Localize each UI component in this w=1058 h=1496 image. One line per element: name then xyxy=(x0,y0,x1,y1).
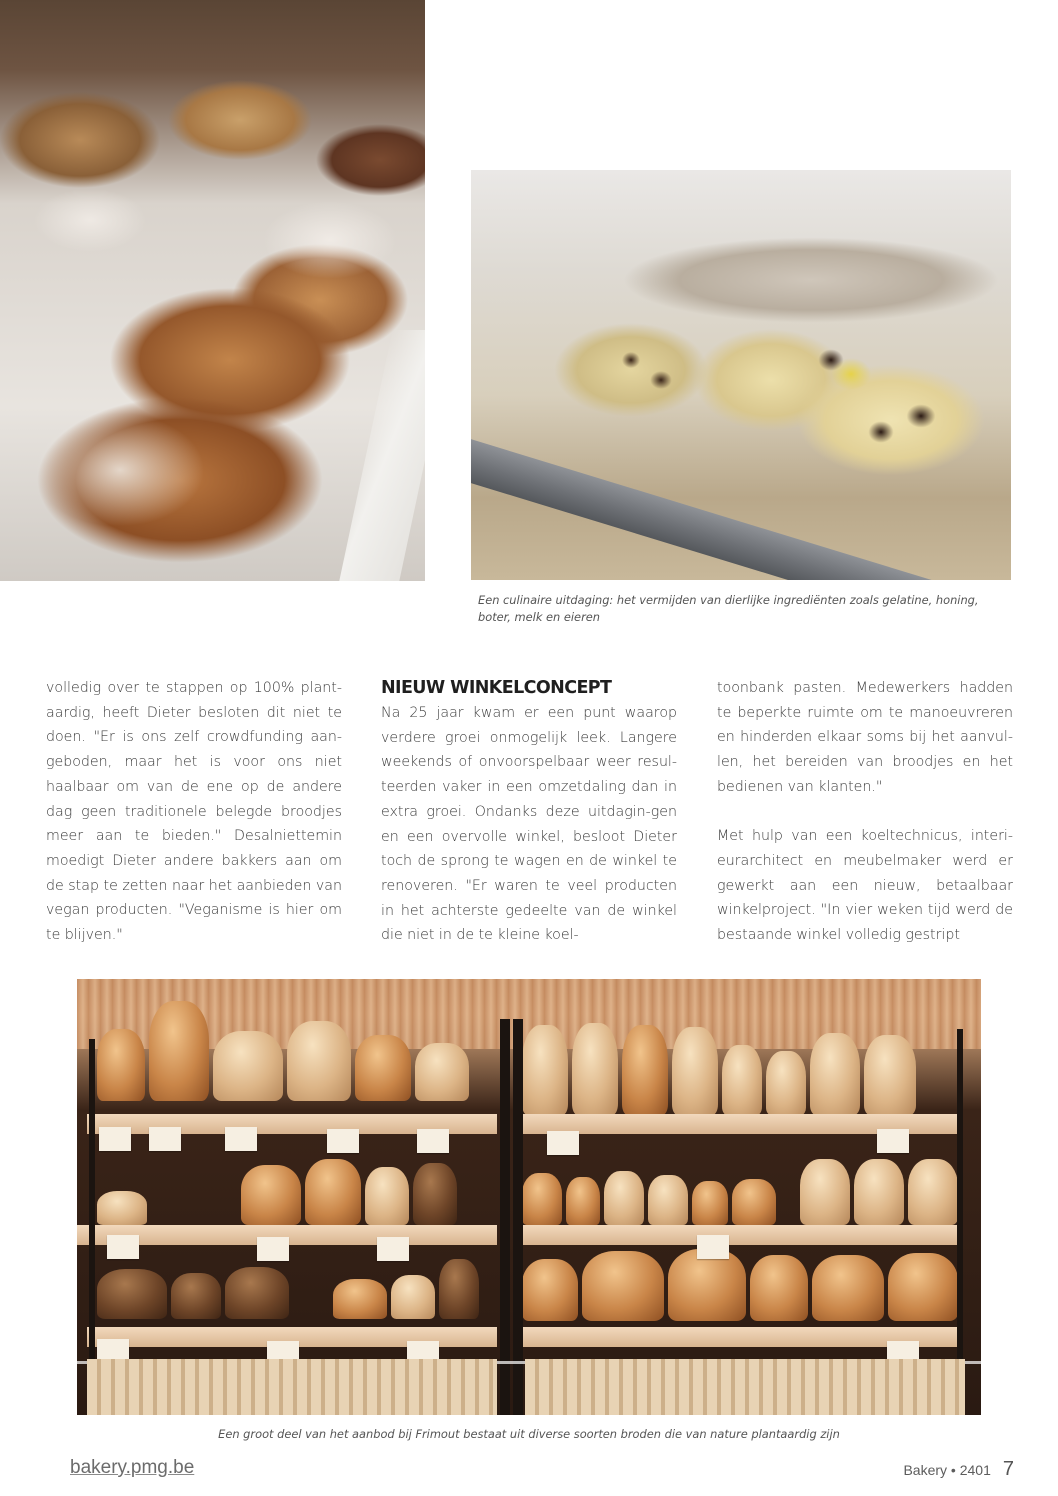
roll-crate xyxy=(87,1359,497,1415)
article-paragraph: Met hulp van een koeltechnicus, interi-eurarchitect en meubelmaker werd er gewerkt aan een nieuw, betaalbaar winkelproject. "In vier weken tijd werd de bestaande winkel volledig gestript xyxy=(717,828,1013,944)
price-tag xyxy=(417,1129,449,1153)
footer-website-link[interactable]: bakery.pmg.be xyxy=(70,1457,195,1478)
price-tag xyxy=(225,1127,257,1151)
article-paragraph: toonbank pasten. Medewerkers hadden te beperkte ruimte om te manoeuvreren en hinderden elkaar soms bij het aanvul-len, het bereiden van broodjes en het bedienen van klanten." xyxy=(717,680,1013,795)
price-tag xyxy=(877,1129,909,1153)
article-paragraph: volledig over te stappen op 100% plant-aardig, heeft Dieter besloten dit niet te doen. "Er is ons zelf crowdfunding aan-geboden, maar het is voor ons niet haalbaar om van de ene op de andere dag geen traditionele belegde broodjes meer aan te bieden." Desalniettemin moedigt Dieter andere bakkers aan om de stap te zetten naar het aanbieden van vegan producten. "Veganisme is hier om te blijven." xyxy=(46,680,342,944)
bread-row xyxy=(97,1159,457,1225)
photo-unbaked-chocolate-rolls xyxy=(471,170,1011,580)
shelf-post xyxy=(513,1019,523,1415)
photo-bread-shelves xyxy=(77,979,981,1415)
photo-caption-bottom: Een groot deel van het aanbod bij Frimout bestaat uit diverse soorten broden die van nature plantaardig zijn xyxy=(218,1427,840,1441)
article-paragraph: Na 25 jaar kwam er een punt waarop verdere groei onmogelijk leek. Langere weekends of onvoorspelbaar weer resul-teerden vaker in een omzetdaling dan in extra groei. Ondanks deze uitdagin-gen en een overvolle winkel, besloot Dieter toch de sprong te wagen en de winkel te renoveren. "Er waren te veel producten in het achterste gedeelte van de winkel die niet in de te kleine koel- xyxy=(381,705,677,944)
article-column-1 xyxy=(46,676,342,948)
shelf-post xyxy=(500,1019,510,1415)
shelf-post xyxy=(957,1029,963,1415)
roll-crate xyxy=(525,1359,965,1415)
bread-row xyxy=(97,1001,469,1101)
bread-row xyxy=(97,1259,479,1319)
article-column-3 xyxy=(717,676,1013,948)
price-tag xyxy=(149,1127,181,1151)
price-tag xyxy=(377,1237,409,1261)
bread-row xyxy=(522,1159,958,1225)
photo-caption-top: Een culinaire uitdaging: het vermijden van dierlijke ingrediënten zoals gelatine, honing, boter, melk en eieren xyxy=(478,593,979,624)
price-tag xyxy=(697,1235,729,1259)
price-tag xyxy=(327,1129,359,1153)
price-tag xyxy=(107,1235,139,1259)
article-column-2 xyxy=(381,676,677,948)
tray-edge xyxy=(337,330,425,581)
tray-rail xyxy=(471,430,1011,580)
shelf xyxy=(522,1225,962,1245)
price-tag xyxy=(257,1237,289,1261)
section-heading: NIEUW WINKELCONCEPT xyxy=(381,678,612,698)
bread-row xyxy=(522,1023,916,1115)
page-number: 7 xyxy=(1002,1458,1014,1480)
price-tag xyxy=(547,1131,579,1155)
price-tag xyxy=(99,1127,131,1151)
paragraph-gap xyxy=(717,800,1013,825)
footer-issue-info xyxy=(903,1458,1014,1481)
photo-cinnamon-rolls xyxy=(0,0,425,581)
bread-row xyxy=(522,1249,958,1321)
issue-label: Bakery • 2401 xyxy=(903,1462,991,1478)
